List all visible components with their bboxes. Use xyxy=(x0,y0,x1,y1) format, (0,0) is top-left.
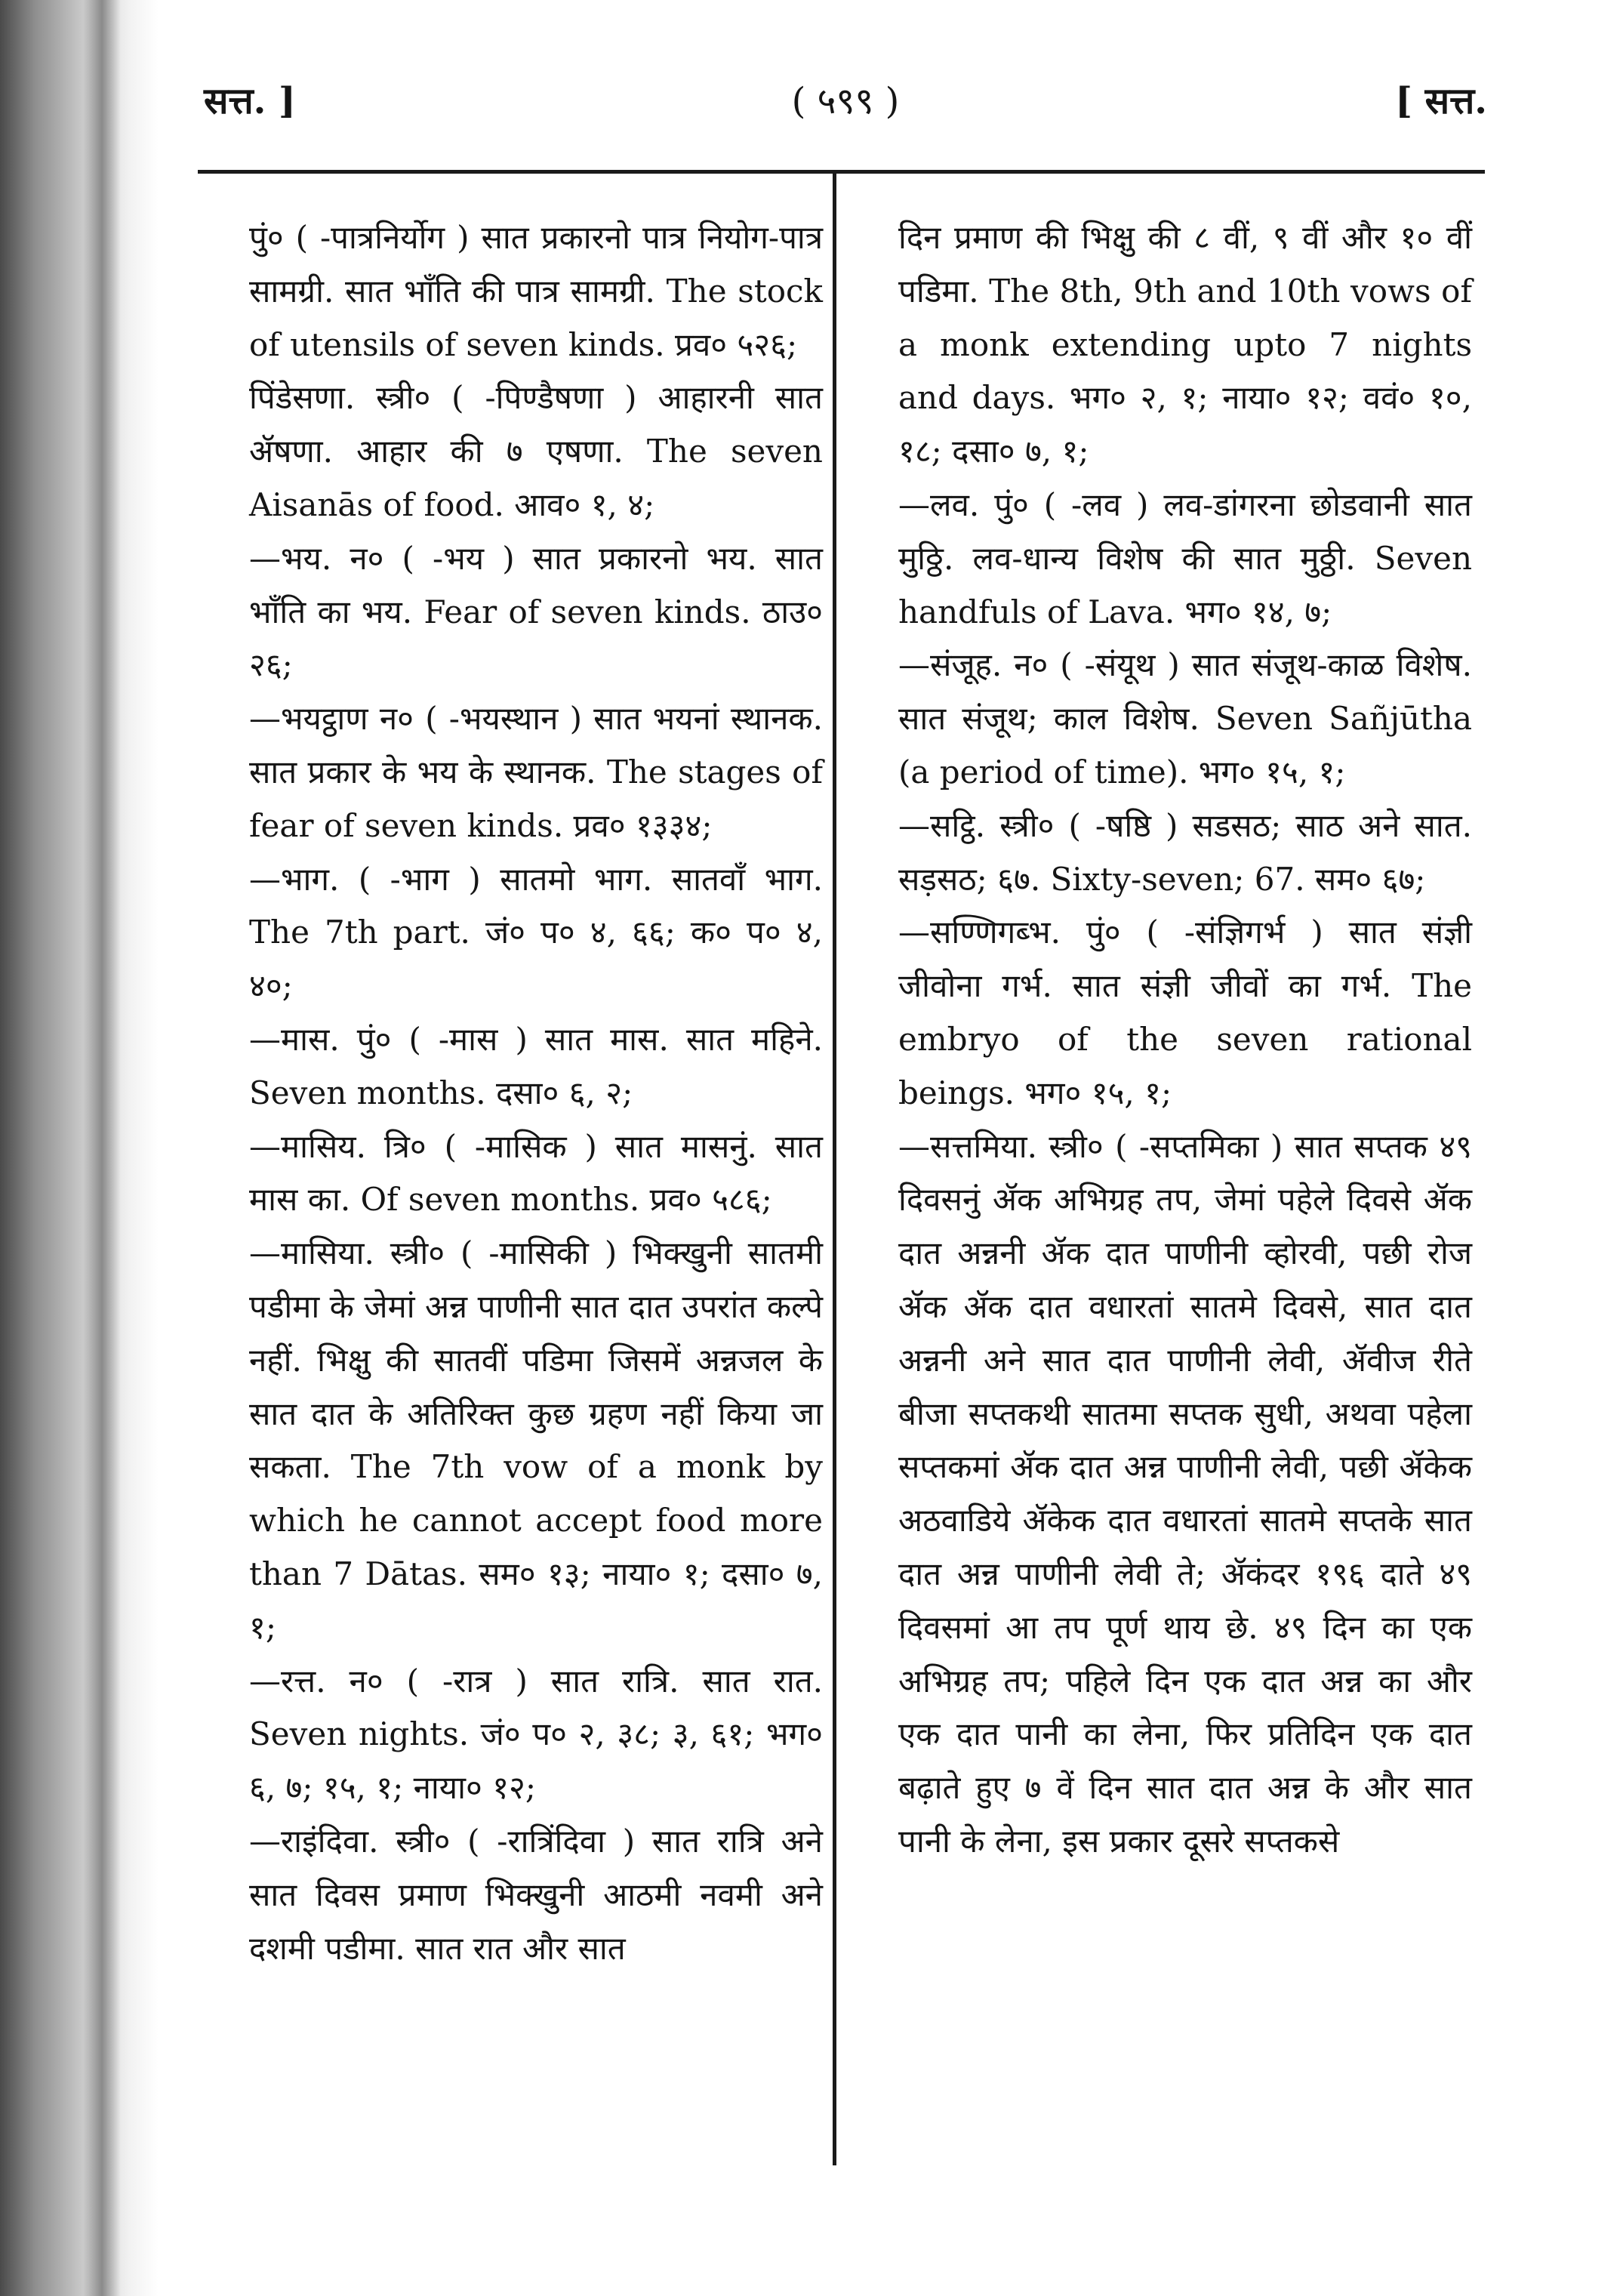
dictionary-entry: —राइंदिवा. स्त्री० ( -रात्रिंदिवा ) सात रात्रि अने सात दिवस प्रमाण भिक्खुनी आठमी नवमी अने दशमी पडीमा. सात रात और सात xyxy=(249,1822,823,1967)
dictionary-entry: —लव. पुं० ( -लव ) लव-डांगरना छोडवानी सात मुठ्ठि. लव-धान्य विशेष की सात मुठ्ठी. Seven handfuls of Lava. भग० १४, ७; xyxy=(898,485,1472,630)
dictionary-entry: —रत्त. न० ( -रात्र ) सात रात्रि. सात रात. Seven nights. जं० प० २, ३८; ३, ६१; भग० ६, ७; १५, १; नाया० १२; xyxy=(249,1662,823,1807)
page-header xyxy=(204,76,1487,136)
dictionary-entry: —सण्णिगब्भ. पुं० ( -संज्ञिगर्भ ) सात संज्ञी जीवोना गर्भ. सात संज्ञी जीवों का गर्भ. The embryo of the seven rational beings. भग० १५, १; xyxy=(898,914,1472,1111)
dictionary-entry: —भाग. ( -भाग ) सातमो भाग. सातवाँ भाग. The 7th part. जं० प० ४, ६६; क० प० ४, ४०; xyxy=(249,860,823,1005)
dictionary-entry: पिंडेसणा. स्त्री० ( -पिण्डैषणा ) आहारनी सात ॲषणा. आहार की ७ एषणा. The seven Aisanās of food. आव० १, ४; xyxy=(249,379,823,523)
dictionary-entry: —मासिय. त्रि० ( -मासिक ) सात मासनुं. सात मास का. Of seven months. प्रव० ५८६; xyxy=(249,1127,823,1219)
dictionary-entry: —मासिया. स्त्री० ( -मासिकी ) भिक्खुनी सातमी पडीमा के जेमां अन्न पाणीनी सात दात उपरांत कल्पे नहीं. भिक्षु की सातवीं पडिमा जिसमें अन्नजल के सात दात के अतिरिक्त कुछ ग्रहण नहीं किया जा सकता. The 7th vow of a monk by which he cannot accept food more than 7 Dātas. सम० १३; नाया० १; दसा० ७, १; xyxy=(249,1234,823,1646)
dictionary-entry: दिन प्रमाण की भिक्षु की ८ वीं, ९ वीं और १० वीं पडिमा. The 8th, 9th and 10th vows of a monk extending upto 7 nights and days. भग० २, १; नाया० १२; ववं० १०, १८; दसा० ७, १; xyxy=(898,219,1472,470)
header-right-word: [ सत्त. xyxy=(1395,80,1487,122)
dictionary-entry: —मास. पुं० ( -मास ) सात मास. सात महिने. Seven months. दसा० ६, २; xyxy=(249,1020,823,1111)
dictionary-entry: —संजूह. न० ( -संयूथ ) सात संजूथ-काळ विशेष. सात संजूथ; काल विशेष. Seven Sañjūtha (a period of time). भग० १५, १; xyxy=(898,646,1472,791)
left-column xyxy=(249,211,823,1975)
page-number: ( ५९९ ) xyxy=(791,80,900,122)
dictionary-entry: —सट्ठि. स्त्री० ( -षष्ठि ) सडसठ; साठ अने सात. सड़सठ; ६७. Sixty-seven; 67. सम० ६७; xyxy=(898,806,1472,898)
dictionary-entry: —भय. न० ( -भय ) सात प्रकारनो भय. सात भाँति का भय. Fear of seven kinds. ठाउ० २६; xyxy=(249,539,823,684)
header-left-word: सत्त. ] xyxy=(204,80,296,122)
right-column xyxy=(898,211,1472,1869)
column-divider xyxy=(833,172,836,2165)
dictionary-entry: —भयट्ठाण न० ( -भयस्थान ) सात भयनां स्थानक. सात प्रकार के भय के स्थानक. The stages of fear of seven kinds. प्रव० १३३४; xyxy=(249,700,823,844)
book-spine-shadow xyxy=(0,0,159,2296)
dictionary-entry: —सत्तमिया. स्त्री० ( -सप्तमिका ) सात सप्तक ४९ दिवसनुं ॲक अभिग्रह तप, जेमां पहेले दिवसे ॲक दात अन्ननी ॲक दात पाणीनी व्होरवी, पछी रोज ॲक ॲक दात वधारतां सातमे दिवसे, सात दात अन्ननी अने सात दात पाणीनी लेवी, ॲवीज रीते बीजा सप्तकथी सातमा सप्तक सुधी, अथवा पहेला सप्तकमां ॲक दात अन्न पाणीनी लेवी, पछी ॲकेक अठवाडिये ॲकेक दात वधारतां सातमे सप्तके सात दात अन्न पाणीनी लेवी ते; ॲकंदर १९६ दाते ४९ दिवसमां आ तप पूर्ण थाय छे. ४९ दिन का एक अभिग्रह तप; पहिले दिन एक दात अन्न का और एक दात पानी का लेना, फिर प्रतिदिन एक दात बढ़ाते हुए ७ वें दिन सात दात अन्न के और सात पानी के लेना, इस प्रकार दूसरे सप्तकसे xyxy=(898,1127,1472,1860)
header-rule xyxy=(198,170,1485,174)
book-gutter-shadow xyxy=(83,0,121,2296)
dictionary-entry: पुं० ( -पात्रनिर्योग ) सात प्रकारनो पात्र नियोग-पात्र सामग्री. सात भाँति की पात्र सामग्री. The stock of utensils of seven kinds. प्रव० ५२६; xyxy=(249,219,823,363)
